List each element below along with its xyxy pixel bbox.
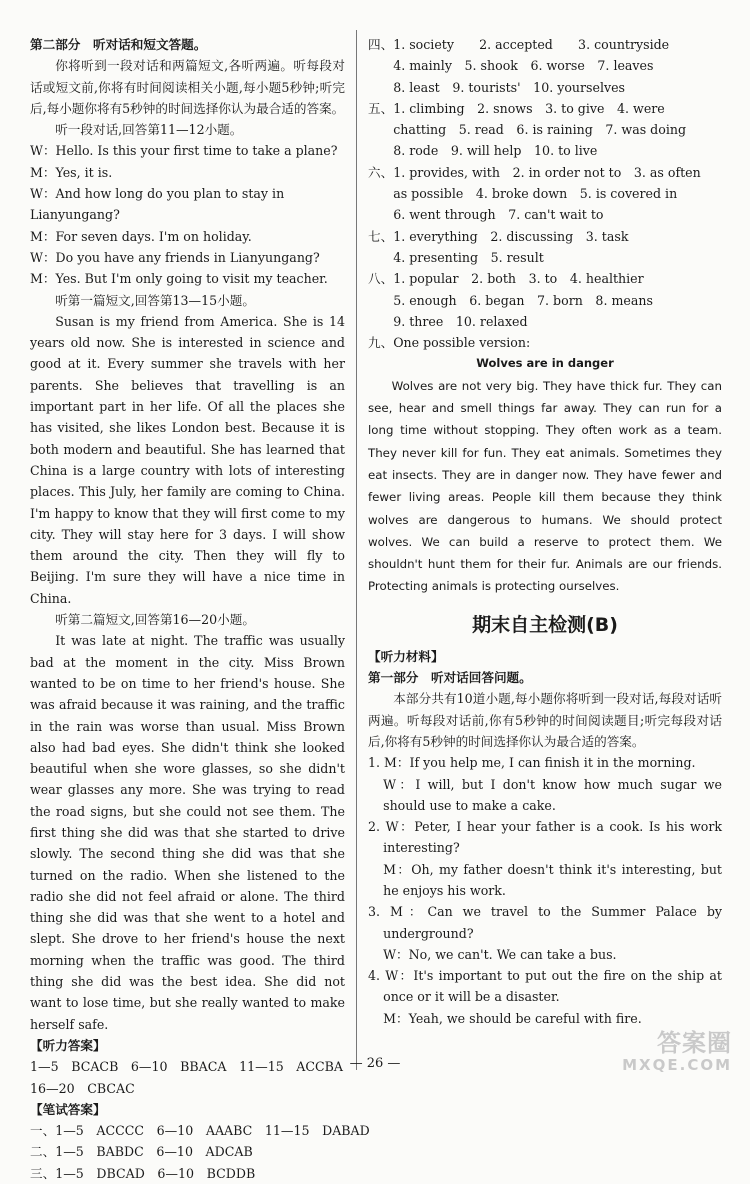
q4-w: 4. W：It's important to put out the fire on the ship at once or it will be a disaster. <box>368 968 727 1005</box>
answer-row: 五、1. climbing 2. snows 3. to give 4. were <box>368 100 665 116</box>
q2-w: 2. W：Peter, I hear your father is a cook. Is his work interesting? <box>368 819 727 856</box>
written-key-row: 一、1—5 ACCCC 6—10 AAABC 11—15 DABAD <box>30 1123 370 1139</box>
dialog-line: M：Yes. But I'm only going to visit my teacher. <box>30 271 328 287</box>
part1-heading: 第一部分 听对话回答问题。 <box>368 670 532 686</box>
answer-row: 9. three 10. relaxed <box>368 313 528 329</box>
dialog-line: W：Hello. Is this your first time to take a plane? <box>30 143 338 159</box>
answer-row: 8. least 9. tourists' 10. yourselves <box>368 79 626 95</box>
dialog-line: W：Do you have any friends in Lianyungang? <box>30 249 320 265</box>
left-column <box>30 34 370 1184</box>
q3-w: W：No, we can't. We can take a bus. <box>383 946 617 962</box>
passage2-intro: 听第二篇短文,回答第16—20小题。 <box>55 612 255 628</box>
essay-text: Wolves are not very big. They have thick fur. They can see, hear and smell things far away. They can run for a long time without stopping. They often work as a team. They never kill for fun. They eat animals. Sometimes they eat insects. They are in danger now. They have fewer and fewer living areas. People kill them because they think wolves are dangerous to humans. We should protect wolves. We can build a reserve to protect them. We shouldn't hunt them for their fur. Animals are our friends. Protecting animals is protecting ourselves. <box>368 378 726 594</box>
written-key-label: 【笔试答案】 <box>30 1101 106 1117</box>
answer-row: 4. mainly 5. shook 6. worse 7. leaves <box>368 58 654 74</box>
section-title: 期末自主检测(B) <box>472 613 618 636</box>
written-key-row: 三、1—5 DBCAD 6—10 BCDDB <box>30 1165 256 1181</box>
listening-key-row: 1—5 BCACB 6—10 BBACA 11—15 ACCBA <box>30 1059 344 1075</box>
watermark-line2: MXQE.COM <box>622 1056 732 1074</box>
q2-m: M：Oh, my father doesn't think it's interesting, but he enjoys his work. <box>383 861 727 898</box>
answer-row: 6. went through 7. can't wait to <box>368 207 604 223</box>
passage2-text: It was late at night. The traffic was usually bad at the moment in the city. Miss Brown wanted to be on time to her friend's house. She was afraid because it was raining, and the traffic in the rain was worse than usual. Miss Brown also had bad eyes. She didn't think she looked beautiful when she wore glasses, so she didn't wear glasses any more. She was trying to read the road signs, but she could not see them. The first thing she did was that she started to drive slowly. The second thing she did was that she turned on the radio. When she listened to the radio she did not feel afraid or alone. The third thing she did was that she went to a hotel and slept. She drove to her friend's house the next morning when the traffic was good. The third thing she did was the best idea. She did not want to lose time, but she really wanted to make herself safe. <box>30 633 350 1032</box>
answer-row: as possible 4. broke down 5. is covered in <box>368 186 678 202</box>
q1-m: 1. M：If you help me, I can finish it in the morning. <box>368 755 696 771</box>
essay-title: Wolves are in danger <box>476 356 614 371</box>
written-key-row: 二、1—5 BABDC 6—10 ADCAB <box>30 1144 253 1160</box>
listening-key-row: 16—20 CBCAC <box>30 1080 135 1096</box>
dialog-intro: 听一段对话,回答第11—12小题。 <box>55 122 243 138</box>
passage1-text: Susan is my friend from America. She is 14 years old now. She is interested in science and good at it. Every summer she travels with her parents. She believes that travelling is an important part in her life. Of all the places she has visited, she likes London best. Because it is both modern and beautiful. She has learned that China is a large country with lots of interesting places. This July, her family are coming to China. I'm happy to know that they will first come to my city. They will stay here for 3 days. I will show them around the city. Then they will fly to Beijing. I'm sure they will have a nice time in China. <box>30 313 350 606</box>
page-number: — 26 — <box>349 1056 401 1071</box>
listening-key-label: 【听力答案】 <box>30 1037 106 1053</box>
answer-row: 5. enough 6. began 7. born 8. means <box>368 292 653 308</box>
answer-row: chatting 5. read 6. is raining 7. was doing <box>368 122 687 138</box>
answer-row: 四、1. society 2. accepted 3. countryside <box>368 37 670 52</box>
answer-row: 七、1. everything 2. discussing 3. task <box>368 228 629 244</box>
answer-row: 8. rode 9. will help 10. to live <box>368 143 598 159</box>
passage1-intro: 听第一篇短文,回答第13—15小题。 <box>55 292 255 308</box>
q1-w: W：I will, but I don't know how much sugar we should use to make a cake. <box>383 776 727 813</box>
answer-row: 八、1. popular 2. both 3. to 4. healthier <box>368 271 644 287</box>
answer-row: 九、One possible version: <box>368 335 531 351</box>
materials-label: 【听力材料】 <box>368 648 444 664</box>
q3-m: 3. M：Can we travel to the Summer Palace by underground? <box>368 904 727 941</box>
part1-intro: 本部分共有10道小题,每小题你将听到一段对话,每段对话听两遍。听每段对话前,你有5秒钟的时间阅读题目;听完每段对话后,你将有5秒钟的时间选择你认为最合适的答案。 <box>368 691 722 749</box>
dialog-line: M：For seven days. I'm on holiday. <box>30 228 252 244</box>
watermark-line1: 答案圈 <box>657 1029 732 1057</box>
part2-intro: 你将听到一段对话和两篇短文,各听两遍。听每段对话或短文前,你将有时间阅读相关小题,每小题5秒钟;听完后,每小题你将有5秒钟的时间选择你认为最合适的答案。 <box>30 58 345 116</box>
right-column <box>368 34 727 1029</box>
dialog-line: M：Yes, it is. <box>30 164 113 180</box>
column-divider <box>356 30 357 1070</box>
dialog-line: W：And how long do you plan to stay in Lianyungang? <box>30 186 289 223</box>
q4-m: M：Yeah, we should be careful with fire. <box>383 1010 642 1026</box>
part2-heading: 第二部分 听对话和短文答题。 <box>30 37 207 52</box>
watermark-logo <box>622 1029 732 1076</box>
answer-row: 六、1. provides, with 2. in order not to 3. as often <box>368 164 701 180</box>
answer-row: 4. presenting 5. result <box>368 249 544 265</box>
